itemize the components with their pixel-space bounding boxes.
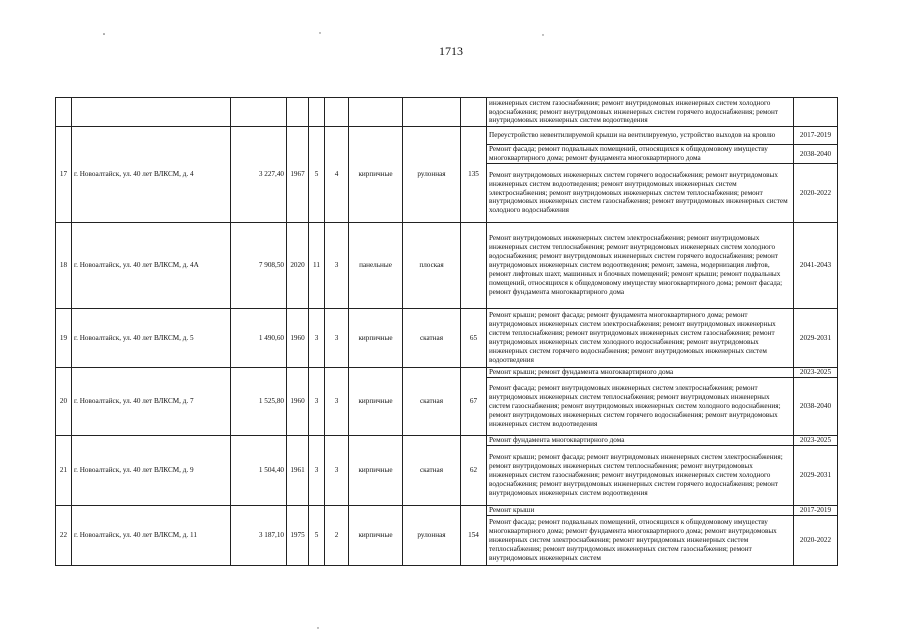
entrances-cell: 3 xyxy=(325,436,349,506)
entrances-cell: 4 xyxy=(325,127,349,223)
table-row xyxy=(56,127,838,145)
address-cell: г. Новоалтайск, ул. 40 лет ВЛКСМ, д. 4А xyxy=(72,223,231,309)
table-row xyxy=(56,309,838,368)
total-area-cell: 1 525,80 xyxy=(231,368,287,436)
apartments-cell: 65 xyxy=(461,309,487,368)
floors-cell: 5 xyxy=(309,506,325,566)
build-year-cell: 2020 xyxy=(287,223,309,309)
work-description-cell: Ремонт фасада; ремонт внутридомовых инженерных систем электроснабжения; ремонт внутридомовых инженерных систем теплоснабжения; ремонт внутридомовых инженерных систем газоснабжения; ремонт внутридомовых инженерных систем холодного водоснабжения; ремонт внутридомовых инженерных систем горячего водоснабжения; ремонт внутридомовых инженерных систем водоотведения xyxy=(487,378,794,436)
build-year-cell: 1960 xyxy=(287,309,309,368)
apartments-cell xyxy=(461,223,487,309)
work-period-cell: 2023-2025 xyxy=(794,368,838,378)
row-number: 20 xyxy=(56,368,72,436)
table-row xyxy=(56,98,838,127)
total-area-cell: 3 187,10 xyxy=(231,506,287,566)
roof-type-cell: скатная xyxy=(403,436,461,506)
roof-type-cell: скатная xyxy=(403,309,461,368)
build-year-cell xyxy=(287,98,309,127)
row-number: 21 xyxy=(56,436,72,506)
row-number: 17 xyxy=(56,127,72,223)
floors-cell: 3 xyxy=(309,436,325,506)
table-row xyxy=(56,368,838,378)
work-description-cell: Ремонт фундамента многоквартирного дома xyxy=(487,436,794,446)
apartments-cell: 154 xyxy=(461,506,487,566)
roof-type-cell xyxy=(403,98,461,127)
work-description-cell: Ремонт фасада; ремонт подвальных помещений, относящихся к общедомовому имуществу многоквартирного дома; ремонт фундамента многоквартирного дома; ремонт внутридомовых инженерных систем электроснабжения; ремонт внутридомовых инженерных систем теплоснабжения; ремонт внутридомовых инженерных систем газоснабжения; ремонт внутридомовых инженерных систем xyxy=(487,516,794,566)
floors-cell xyxy=(309,98,325,127)
entrances-cell: 2 xyxy=(325,506,349,566)
work-description-cell: Переустройство невентилируемой крыши на вентилируемую, устройство выходов на кровлю xyxy=(487,127,794,145)
work-description-cell: Ремонт фасада; ремонт подвальных помещений, относящихся к общедомовому имуществу многоквартирного дома; ремонт фундамента многоквартирного дома xyxy=(487,145,794,164)
table-row xyxy=(56,223,838,309)
total-area-cell xyxy=(231,98,287,127)
wall-material-cell: панельные xyxy=(349,223,403,309)
row-number: 19 xyxy=(56,309,72,368)
floors-cell: 3 xyxy=(309,309,325,368)
dust-speck xyxy=(319,32,320,33)
row-number xyxy=(56,98,72,127)
work-period-cell: 2038-2040 xyxy=(794,378,838,436)
entrances-cell xyxy=(325,98,349,127)
work-period-cell: 2017-2019 xyxy=(794,506,838,516)
work-description-cell: Ремонт крыши xyxy=(487,506,794,516)
floors-cell: 11 xyxy=(309,223,325,309)
wall-material-cell: кирпичные xyxy=(349,436,403,506)
table-row xyxy=(56,506,838,516)
work-period-cell: 2023-2025 xyxy=(794,436,838,446)
work-period-cell xyxy=(794,98,838,127)
work-description-cell: Ремонт крыши; ремонт фасада; ремонт фундамента многоквартирного дома; ремонт внутридомовых инженерных систем электроснабжения; ремонт внутридомовых инженерных систем теплоснабжения; ремонт внутридомовых инженерных систем газоснабжения; ремонт внутридомовых инженерных систем холодного водоснабжения; ремонт внутридомовых инженерных систем горячего водоснабжения; ремонт внутридомовых инженерных систем водоотведения xyxy=(487,309,794,368)
page-number: 1713 xyxy=(439,44,463,58)
floors-cell: 3 xyxy=(309,368,325,436)
work-description-cell: Ремонт внутридомовых инженерных систем электроснабжения; ремонт внутридомовых инженерных систем теплоснабжения; ремонт внутридомовых инженерных систем холодного водоснабжения; ремонт внутридомовых инженерных систем горячего водоснабжения; ремонт внутридомовых инженерных систем водоотведения; ремонт, замена, модернизация лифтов, ремонт лифтовых шахт, машинных и блочных помещений; ремонт крыши; ремонт подвальных помещений, относящихся к общедомовому имуществу многоквартирного дома; ремонт фасада; ремонт фундамента многоквартирного дома xyxy=(487,223,794,309)
address-cell: г. Новоалтайск, ул. 40 лет ВЛКСМ, д. 4 xyxy=(72,127,231,223)
work-period-cell: 2038-2040 xyxy=(794,145,838,164)
roof-type-cell: рулонная xyxy=(403,127,461,223)
entrances-cell: 3 xyxy=(325,309,349,368)
total-area-cell: 3 227,40 xyxy=(231,127,287,223)
wall-material-cell: кирпичные xyxy=(349,506,403,566)
row-number: 22 xyxy=(56,506,72,566)
work-period-cell: 2041-2043 xyxy=(794,223,838,309)
apartments-cell: 62 xyxy=(461,436,487,506)
work-description-cell: инженерных систем газоснабжения; ремонт внутридомовых инженерных систем холодного водоснабжения; ремонт внутридомовых инженерных систем горячего водоснабжения; ремонт внутридомовых инженерных систем водоотведения xyxy=(487,98,794,127)
dust-speck xyxy=(542,34,543,35)
total-area-cell: 1 490,60 xyxy=(231,309,287,368)
apartments-cell xyxy=(461,98,487,127)
total-area-cell: 7 908,50 xyxy=(231,223,287,309)
roof-type-cell: плоская xyxy=(403,223,461,309)
work-period-cell: 2029-2031 xyxy=(794,446,838,506)
entrances-cell: 3 xyxy=(325,368,349,436)
wall-material-cell: кирпичные xyxy=(349,368,403,436)
build-year-cell: 1961 xyxy=(287,436,309,506)
entrances-cell: 3 xyxy=(325,223,349,309)
address-cell: г. Новоалтайск, ул. 40 лет ВЛКСМ, д. 7 xyxy=(72,368,231,436)
wall-material-cell: кирпичные xyxy=(349,127,403,223)
work-description-cell: Ремонт крыши; ремонт фундамента многоквартирного дома xyxy=(487,368,794,378)
dust-speck xyxy=(317,627,318,628)
wall-material-cell: кирпичные xyxy=(349,309,403,368)
table-row xyxy=(56,436,838,446)
roof-type-cell: скатная xyxy=(403,368,461,436)
build-year-cell: 1967 xyxy=(287,127,309,223)
address-cell: г. Новоалтайск, ул. 40 лет ВЛКСМ, д. 11 xyxy=(72,506,231,566)
apartments-cell: 67 xyxy=(461,368,487,436)
address-cell: г. Новоалтайск, ул. 40 лет ВЛКСМ, д. 9 xyxy=(72,436,231,506)
total-area-cell: 1 504,40 xyxy=(231,436,287,506)
work-description-cell: Ремонт внутридомовых инженерных систем горячего водоснабжения; ремонт внутридомовых инженерных систем водоотведения; ремонт внутридомовых инженерных систем электроснабжения; ремонт внутридомовых инженерных систем теплоснабжения; ремонт внутридомовых инженерных систем газоснабжения; ремонт внутридомовых инженерных систем холодного водоснабжения xyxy=(487,164,794,223)
apartments-cell: 135 xyxy=(461,127,487,223)
address-cell xyxy=(72,98,231,127)
work-period-cell: 2017-2019 xyxy=(794,127,838,145)
work-period-cell: 2020-2022 xyxy=(794,516,838,566)
repair-schedule-table xyxy=(55,97,838,566)
row-number: 18 xyxy=(56,223,72,309)
build-year-cell: 1960 xyxy=(287,368,309,436)
work-period-cell: 2020-2022 xyxy=(794,164,838,223)
build-year-cell: 1975 xyxy=(287,506,309,566)
work-description-cell: Ремонт крыши; ремонт фасада; ремонт внутридомовых инженерных систем электроснабжения; ремонт внутридомовых инженерных систем теплоснабжения; ремонт внутридомовых инженерных систем газоснабжения; ремонт внутридомовых инженерных систем холодного водоснабжения; ремонт внутридомовых инженерных систем горячего водоснабжения; ремонт внутридомовых инженерных систем водоотведения xyxy=(487,446,794,506)
roof-type-cell: рулонная xyxy=(403,506,461,566)
dust-speck xyxy=(103,33,105,35)
floors-cell: 5 xyxy=(309,127,325,223)
work-period-cell: 2029-2031 xyxy=(794,309,838,368)
address-cell: г. Новоалтайск, ул. 40 лет ВЛКСМ, д. 5 xyxy=(72,309,231,368)
wall-material-cell xyxy=(349,98,403,127)
